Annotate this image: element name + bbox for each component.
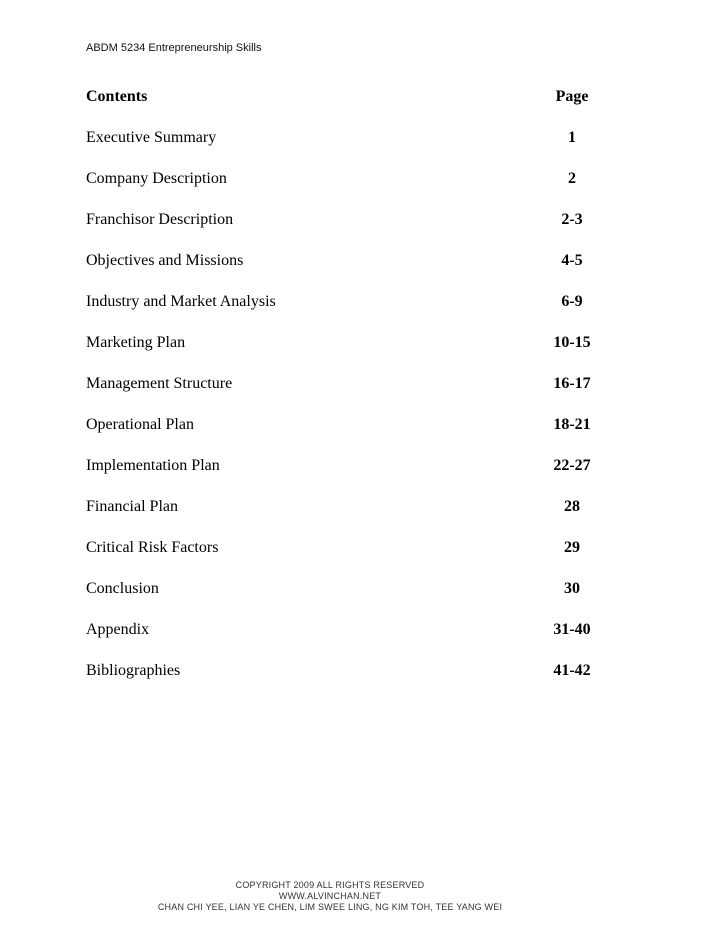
- toc-entry: [86, 453, 589, 479]
- toc-entry: [86, 535, 589, 561]
- toc-heading-row: [86, 84, 589, 110]
- table-of-contents: [86, 84, 589, 699]
- toc-entry-page: 10-15: [553, 334, 591, 351]
- contents-heading: Contents: [86, 88, 148, 105]
- toc-entry: [86, 371, 589, 397]
- toc-entry-title: Bibliographies: [86, 662, 181, 679]
- copyright-notice: COPYRIGHT 2009 ALL RIGHTS RESERVED: [235, 880, 425, 890]
- toc-entry: [86, 658, 589, 684]
- toc-entry: [86, 207, 589, 233]
- website-url: WWW.ALVINCHAN.NET: [278, 891, 382, 901]
- toc-entry-page: 30: [564, 580, 580, 597]
- page-column-heading: Page: [555, 88, 589, 105]
- toc-entry-page: 18-21: [553, 416, 591, 433]
- toc-entry: [86, 289, 589, 315]
- toc-entry: [86, 330, 589, 356]
- toc-entry-page: 2: [568, 170, 576, 187]
- toc-entry-title: Executive Summary: [86, 129, 217, 146]
- document-footer: [0, 880, 660, 913]
- toc-entry: [86, 125, 589, 151]
- toc-entry-title: Company Description: [86, 170, 227, 187]
- toc-entry: [86, 248, 589, 274]
- toc-entry-page: 41-42: [553, 662, 591, 679]
- toc-entry-title: Critical Risk Factors: [86, 539, 219, 556]
- toc-entry-page: 1: [568, 129, 576, 146]
- toc-entry-title: Industry and Market Analysis: [86, 293, 276, 310]
- toc-entry-title: Appendix: [86, 621, 150, 638]
- toc-entry-page: 28: [564, 498, 580, 515]
- toc-entry-title: Operational Plan: [86, 416, 194, 433]
- toc-entry-page: 2-3: [561, 211, 583, 228]
- toc-entry: [86, 494, 589, 520]
- toc-entry: [86, 166, 589, 192]
- toc-entry-page: 6-9: [561, 293, 583, 310]
- author-names: CHAN CHI YEE, LIAN YE CHEN, LIM SWEE LING, NG KIM TOH, TEE YANG WEI: [157, 902, 503, 912]
- toc-entry-title: Franchisor Description: [86, 211, 234, 228]
- toc-entry-title: Marketing Plan: [86, 334, 186, 351]
- toc-entry-title: Management Structure: [86, 375, 233, 392]
- document-header: ABDM 5234 Entrepreneurship Skills: [86, 42, 262, 54]
- toc-entry-page: 4-5: [561, 252, 583, 269]
- toc-entry-page: 16-17: [553, 375, 591, 392]
- toc-entry-page: 22-27: [553, 457, 591, 474]
- toc-entry-title: Implementation Plan: [86, 457, 220, 474]
- toc-entry-title: Objectives and Missions: [86, 252, 244, 269]
- toc-entry-title: Financial Plan: [86, 498, 178, 515]
- toc-entry-title: Conclusion: [86, 580, 159, 597]
- toc-entry: [86, 412, 589, 438]
- toc-entry: [86, 576, 589, 602]
- toc-entry-page: 29: [564, 539, 580, 556]
- toc-entry-page: 31-40: [553, 621, 591, 638]
- toc-entry: [86, 617, 589, 643]
